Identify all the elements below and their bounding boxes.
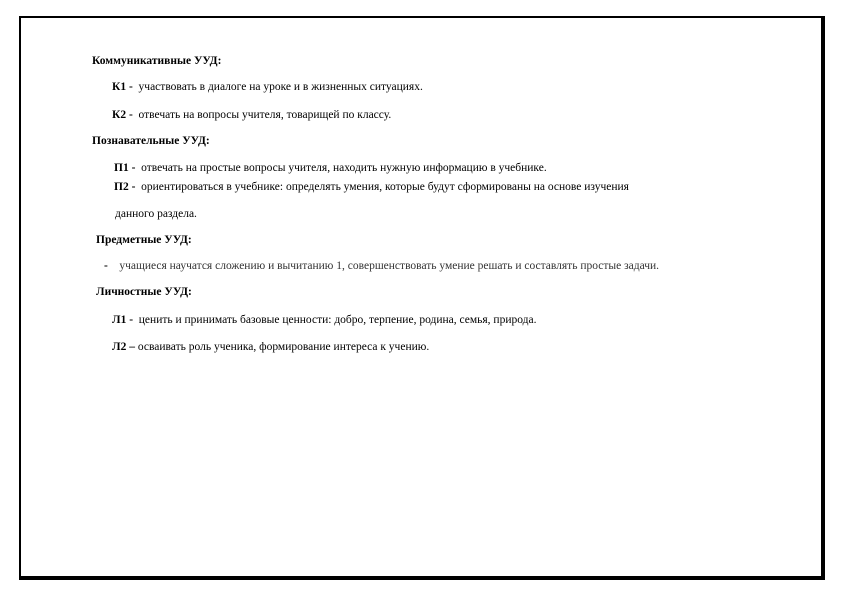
list-item-p2-continuation: данного раздела. (115, 208, 197, 220)
item-text: отвечать на вопросы учителя, товарищей по классу. (138, 109, 392, 121)
item-text: осваивать роль ученика, формирование интереса к учению. (137, 341, 430, 353)
cognitive-heading: Познавательные УУД: (92, 135, 210, 147)
item-code: П2 - (114, 181, 136, 193)
list-item-l2 (112, 340, 429, 354)
item-bullet: - (104, 260, 108, 272)
subject-heading: Предметные УУД: (96, 234, 192, 246)
list-item-subject (104, 259, 659, 273)
item-text: учащиеся научатся сложению и вычитанию 1, совершенствовать умение решать и составлять простые задачи. (119, 260, 660, 272)
communicative-heading: Коммуникативные УУД: (92, 55, 222, 67)
item-text: ориентироваться в учебнике: определять умения, которые будут сформированы на основе изучения (141, 181, 629, 193)
item-code: К1 - (112, 81, 133, 93)
list-item-p1 (114, 161, 547, 175)
list-item-k2 (112, 108, 391, 122)
item-code: Л1 - (112, 314, 134, 326)
item-text: ценить и принимать базовые ценности: добро, терпение, родина, семья, природа. (138, 314, 537, 326)
list-item-p2 (114, 180, 629, 194)
personal-heading: Личностные УУД: (96, 286, 192, 298)
list-item-l1 (112, 313, 536, 327)
item-code: Л2 – (112, 341, 135, 353)
list-item-k1 (112, 80, 423, 94)
item-text: отвечать на простые вопросы учителя, находить нужную информацию в учебнике. (141, 162, 547, 174)
item-text: участвовать в диалоге на уроке и в жизненных ситуациях. (138, 81, 423, 93)
item-code: К2 - (112, 109, 133, 121)
item-code: П1 - (114, 162, 136, 174)
